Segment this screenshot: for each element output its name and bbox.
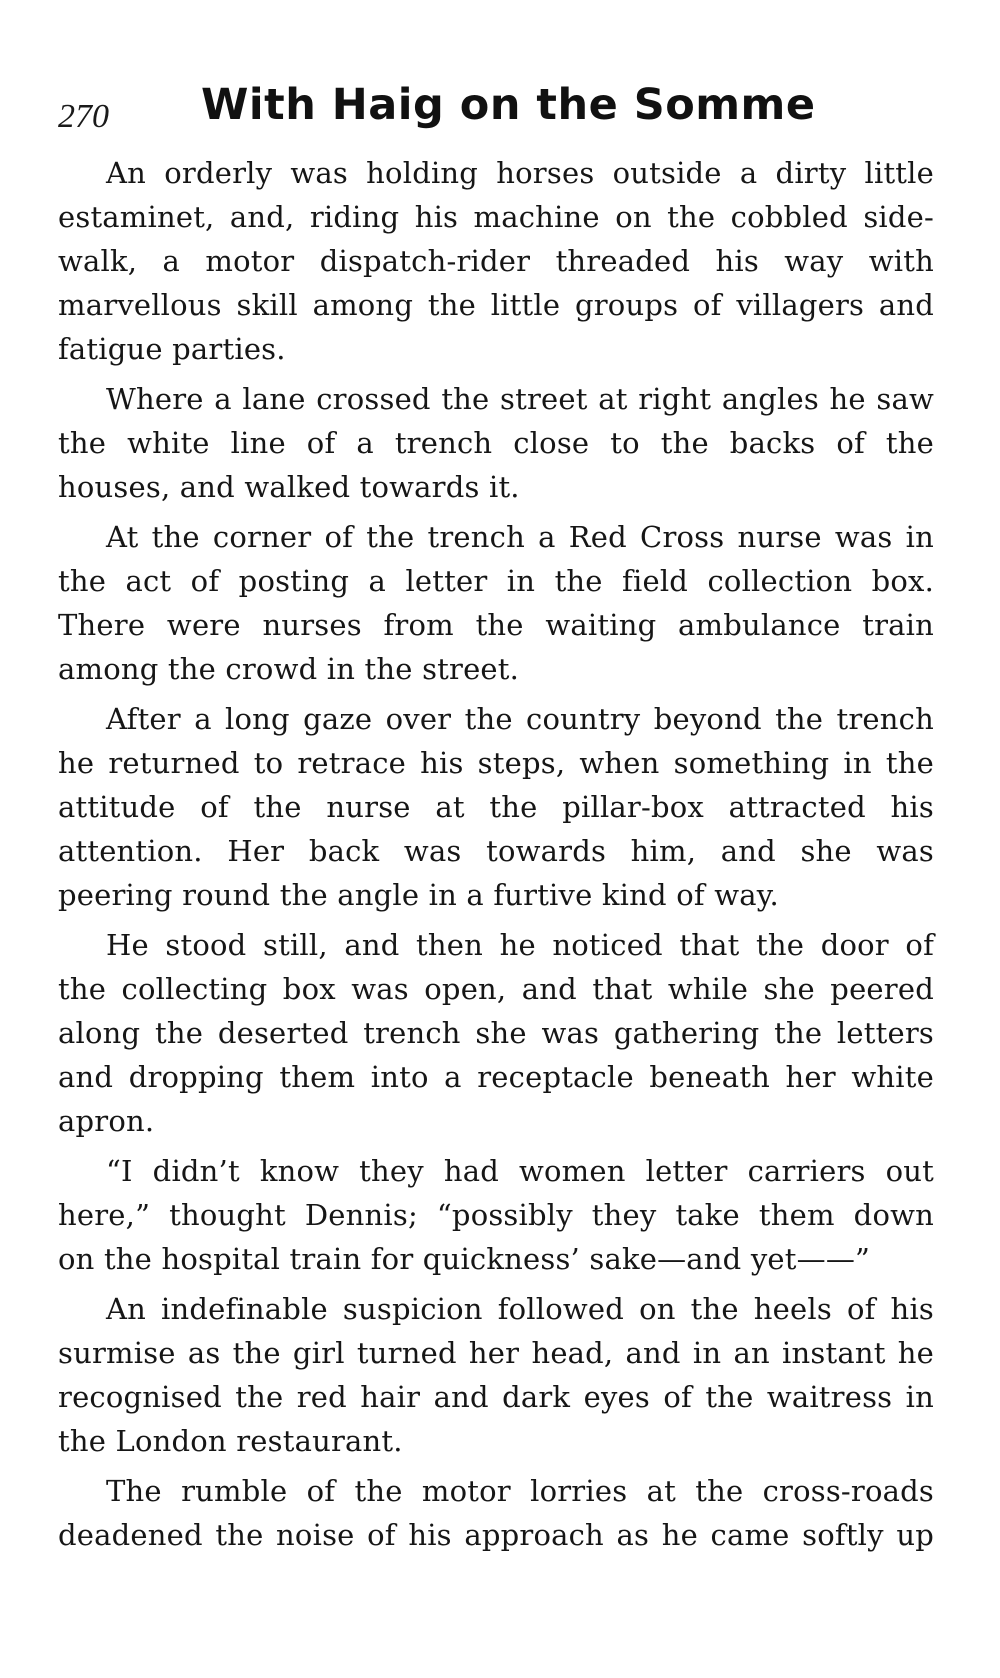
text-line: he returned to retrace his steps, when something in the bbox=[58, 746, 934, 780]
text-line: houses, and walked towards it. bbox=[58, 470, 520, 504]
text-line: fatigue parties. bbox=[58, 332, 286, 366]
text-line: He stood still, and then he noticed that the door of bbox=[106, 928, 934, 962]
text-line: surmise as the girl turned her head, and in an instant he bbox=[58, 1336, 934, 1370]
text-line: attention. Her back was towards him, and she was bbox=[58, 834, 934, 868]
text-line: on the hospital train for quickness’ sake—and yet——” bbox=[58, 1242, 871, 1276]
paragraph bbox=[58, 515, 934, 691]
text-line: After a long gaze over the country beyond the trench bbox=[106, 702, 934, 736]
paragraph bbox=[58, 151, 934, 371]
paragraph bbox=[58, 923, 934, 1143]
text-line: An orderly was holding horses outside a dirty little bbox=[106, 156, 934, 190]
text-line: the collecting box was open, and that while she peered bbox=[58, 972, 934, 1006]
text-line: “I didn’t know they had women letter carriers out bbox=[106, 1154, 934, 1188]
text-line: peering round the angle in a furtive kind of way. bbox=[58, 878, 779, 912]
paragraph bbox=[58, 1149, 934, 1281]
text-line: There were nurses from the waiting ambulance train bbox=[58, 608, 934, 642]
text-line: An indefinable suspicion followed on the heels of his bbox=[106, 1292, 934, 1326]
text-line: Where a lane crossed the street at right angles he saw bbox=[106, 382, 934, 416]
paragraph bbox=[58, 697, 934, 917]
text-line: along the deserted trench she was gathering the letters bbox=[58, 1016, 934, 1050]
text-line: apron. bbox=[58, 1104, 155, 1138]
paragraph bbox=[58, 1287, 934, 1463]
page-header bbox=[58, 76, 938, 146]
text-line: the London restaurant. bbox=[58, 1424, 403, 1458]
body-text bbox=[58, 151, 934, 1563]
running-title: With Haig on the Somme bbox=[201, 80, 816, 130]
text-line: here,” thought Dennis; “possibly they take them down bbox=[58, 1198, 934, 1232]
text-line: among the crowd in the street. bbox=[58, 652, 520, 686]
text-line: the act of posting a letter in the field collection box. bbox=[58, 564, 934, 598]
text-line: marvellous skill among the little groups of villagers and bbox=[58, 288, 934, 322]
page-number: 270 bbox=[58, 98, 109, 135]
text-line: attitude of the nurse at the pillar-box attracted his bbox=[58, 790, 934, 824]
text-line: and dropping them into a receptacle beneath her white bbox=[58, 1060, 934, 1094]
text-line: recognised the red hair and dark eyes of the waitress in bbox=[58, 1380, 934, 1414]
paragraph bbox=[58, 377, 934, 509]
text-line: walk, a motor dispatch-rider threaded his way with bbox=[58, 244, 934, 278]
text-line: The rumble of the motor lorries at the cross-roads bbox=[106, 1474, 934, 1508]
paragraph bbox=[58, 1469, 934, 1557]
text-line: estaminet, and, riding his machine on the cobbled side- bbox=[58, 200, 934, 234]
text-line: deadened the noise of his approach as he came softly up bbox=[58, 1518, 934, 1552]
text-line: the white line of a trench close to the backs of the bbox=[58, 426, 934, 460]
text-line: At the corner of the trench a Red Cross nurse was in bbox=[106, 520, 934, 554]
